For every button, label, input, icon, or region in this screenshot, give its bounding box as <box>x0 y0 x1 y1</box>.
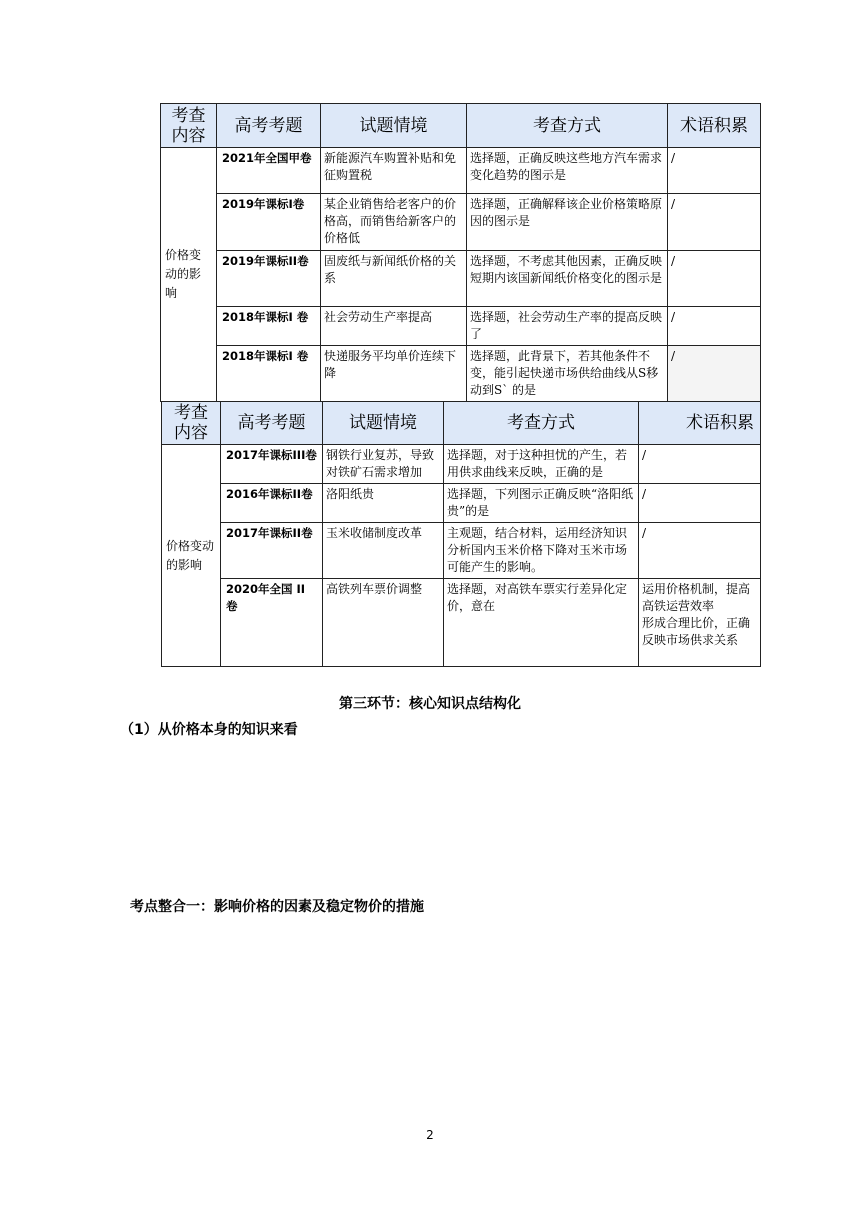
method-cell: 选择题，正确反映这些地方汽车需求变化趋势的图示是 <box>467 148 668 194</box>
paper-cell: 2020年全国 II 卷 <box>221 579 323 667</box>
table-row <box>161 148 761 194</box>
terms-cell: / <box>668 307 761 346</box>
method-cell: 选择题，社会劳动生产率的提高反映了 <box>467 307 668 346</box>
terms-cell: / <box>668 148 761 194</box>
context-cell: 新能源汽车购置补贴和免征购置税 <box>321 148 467 194</box>
header-content: 考查 内容 <box>162 402 221 445</box>
header-terms: 术语积累 <box>639 402 761 445</box>
terms-cell: / <box>639 445 761 484</box>
terms-cell: / <box>639 523 761 579</box>
section-title: 第三环节：核心知识点结构化 <box>339 696 521 712</box>
table-row <box>161 251 761 307</box>
paper-cell: 2017年课标III卷 <box>221 445 323 484</box>
context-cell: 某企业销售给老客户的价格高，而销售给新客户的价格低 <box>321 194 467 251</box>
topic-cell: 价格变动 的影响 <box>162 445 221 667</box>
table-row <box>161 346 761 402</box>
context-cell: 高铁列车票价调整 <box>323 579 444 667</box>
method-cell: 主观题，结合材料，运用经济知识分析国内玉米价格下降对玉米市场可能产生的影响。 <box>444 523 639 579</box>
terms-cell: / <box>668 346 761 402</box>
method-cell: 选择题，正确解释该企业价格策略原因的图示是 <box>467 194 668 251</box>
method-cell: 选择题，下列图示正确反映“洛阳纸贵”的是 <box>444 484 639 523</box>
terms-cell: / <box>668 251 761 307</box>
paper-cell: 2018年课标I 卷 <box>217 346 321 402</box>
table-row <box>162 445 761 484</box>
table-row <box>161 307 761 346</box>
terms-cell: / <box>639 484 761 523</box>
paper-cell: 2017年课标II卷 <box>221 523 323 579</box>
method-cell: 选择题，对于这种担忧的产生，若用供求曲线来反映，正确的是 <box>444 445 639 484</box>
paper-cell: 2016年课标II卷 <box>221 484 323 523</box>
table-row <box>162 523 761 579</box>
header-terms: 术语积累 <box>668 104 761 148</box>
header-context: 试题情境 <box>321 104 467 148</box>
context-cell: 钢铁行业复苏，导致对铁矿石需求增加 <box>323 445 444 484</box>
method-cell: 选择题，此背景下，若其他条件不变，能引起快递市场供给曲线从S移动到S` 的是 <box>467 346 668 402</box>
table-row <box>161 194 761 251</box>
header-content: 考查 内容 <box>161 104 217 148</box>
header-method: 考查方式 <box>467 104 668 148</box>
context-cell: 玉米收储制度改革 <box>323 523 444 579</box>
context-cell: 洛阳纸贵 <box>323 484 444 523</box>
page-number: 2 <box>426 1128 434 1142</box>
exam-table-1 <box>160 103 761 402</box>
method-cell: 选择题，不考虑其他因素，正确反映短期内该国新闻纸价格变化的图示是 <box>467 251 668 307</box>
context-cell: 固废纸与新闻纸价格的关系 <box>321 251 467 307</box>
subheading-exam-point-1: 考点整合一：影响价格的因素及稳定物价的措施 <box>130 899 424 915</box>
method-cell: 选择题，对高铁车票实行差异化定价，意在 <box>444 579 639 667</box>
header-exam: 高考考题 <box>217 104 321 148</box>
subheading-price-knowledge: （1）从价格本身的知识来看 <box>120 722 298 738</box>
paper-cell: 2021年全国甲卷 <box>217 148 321 194</box>
terms-cell: 运用价格机制，提高高铁运营效率 形成合理比价，正确反映市场供求关系 <box>639 579 761 667</box>
header-method: 考查方式 <box>444 402 639 445</box>
table-row <box>162 579 761 667</box>
header-context: 试题情境 <box>323 402 444 445</box>
paper-cell: 2019年课标II卷 <box>217 251 321 307</box>
header-exam: 高考考题 <box>221 402 323 445</box>
terms-cell: / <box>668 194 761 251</box>
paper-cell: 2018年课标I 卷 <box>217 307 321 346</box>
topic-cell: 价格变 动的影 响 <box>161 148 217 402</box>
exam-table-2 <box>161 401 761 667</box>
context-cell: 社会劳动生产率提高 <box>321 307 467 346</box>
context-cell: 快递服务平均单价连续下降 <box>321 346 467 402</box>
paper-cell: 2019年课标I卷 <box>217 194 321 251</box>
table-row <box>162 484 761 523</box>
